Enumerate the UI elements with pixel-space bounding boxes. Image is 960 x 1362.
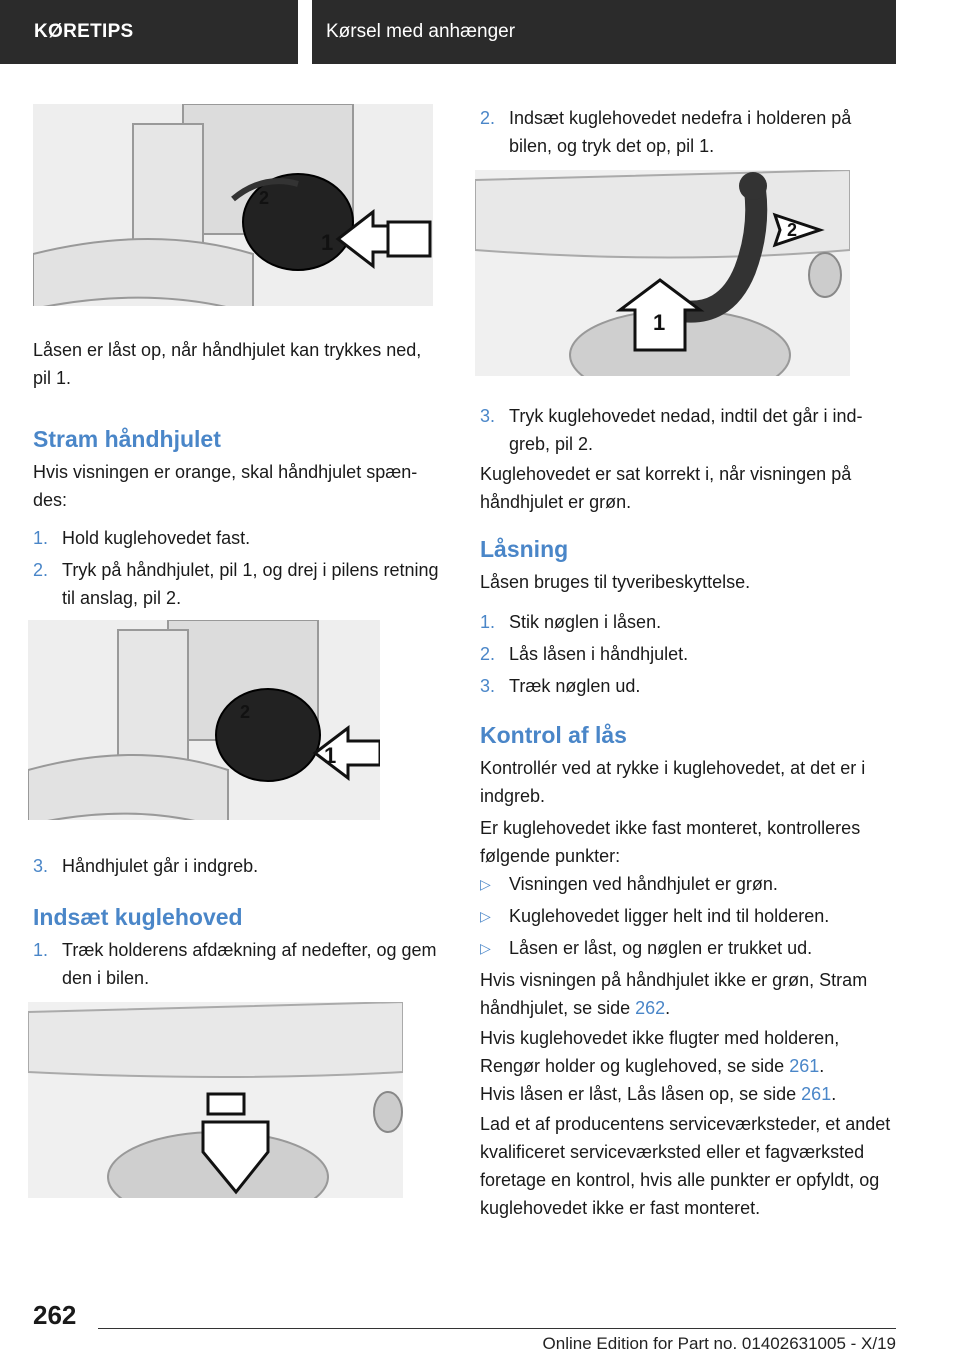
bullet-list — [480, 870, 896, 962]
heading-indsaet-kuglehoved: Indsæt kuglehoved — [33, 904, 243, 930]
section-label: KØRETIPS — [34, 21, 134, 42]
arrow-2-label: 2 — [787, 220, 798, 240]
arrow-2-label: 2 — [259, 188, 270, 208]
list-item: ▷ Kuglehovedet ligger helt ind til holderen. — [480, 902, 896, 930]
paragraph-kontrol: Kontrollér ved at rykke i kuglehovedet, at det er i indgreb. — [480, 758, 866, 806]
footer-divider — [98, 1328, 896, 1329]
figure-insert-ballhead — [475, 170, 850, 376]
paragraph-final: Lad et af producentens serviceværksteder, et andet kvalificeret serviceværksted eller et fagværksted foretage en kontrol, hvis alle punkter er opfyldt, og kuglehovedet ikke er fast monteret. — [480, 1114, 891, 1218]
arrow-1-label: 1 — [653, 310, 666, 335]
heading-stram-haandhjulet: Stram håndhjulet — [33, 426, 221, 452]
footer-edition: Online Edition for Part no. 01402631005 - X/19 — [542, 1334, 896, 1353]
triangle-bullet-icon: ▷ — [480, 876, 491, 892]
list-item: 1. Stik nøglen i låsen. — [480, 612, 662, 632]
triangle-bullet-icon: ▷ — [480, 940, 491, 956]
paragraph-korrekt: Kuglehovedet er sat korrekt i, når visningen på håndhjulet er grøn. — [480, 464, 852, 512]
paragraph-unlocked: Låsen er låst op, når håndhjulet kan trykkes ned, pil 1. — [33, 340, 422, 388]
chapter-header — [312, 0, 896, 64]
figure-handwheel-press — [28, 620, 380, 820]
page-link-262[interactable]: 262 — [635, 998, 666, 1018]
paragraph-ikke-fast: Er kuglehovedet ikke fast monteret, kontrolleres følgende punkter: — [480, 818, 861, 866]
page-link-261[interactable]: 261 — [801, 1084, 832, 1104]
paragraph-ref-262: Hvis visningen på håndhjulet ikke er grøn, Stram håndhjulet, se side 262. — [480, 970, 868, 1018]
heading-laasning: Låsning — [480, 536, 569, 562]
list-item: 1. Træk holderens afdækning af nedefter, og gem den i bilen. — [33, 940, 437, 988]
paragraph-ref-261b: Hvis låsen er låst, Lås låsen op, se side 261. — [480, 1084, 837, 1104]
list-item: 3. Tryk kuglehovedet nedad, indtil det går i indgreb, pil 2. — [480, 406, 863, 454]
list-item: ▷ Låsen er låst, og nøglen er trukket ud. — [480, 934, 896, 962]
arrow-2-label: 2 — [240, 702, 251, 722]
list-item: 3. Træk nøglen ud. — [480, 676, 641, 696]
page-link-261[interactable]: 261 — [789, 1056, 820, 1076]
list-item: 1. Hold kuglehovedet fast. — [33, 528, 251, 548]
figure-handwheel-unlocked — [33, 104, 433, 306]
list-item: 2. Lås låsen i håndhjulet. — [480, 644, 689, 664]
list-item: 2. Indsæt kuglehovedet nedefra i holderen på bilen, og tryk det op, pil 1. — [480, 108, 852, 156]
arrow-1-label: 1 — [324, 743, 337, 768]
paragraph-stram: Hvis visningen er orange, skal håndhjulet spændes: — [33, 462, 418, 510]
step-a3 — [33, 852, 443, 880]
triangle-bullet-icon: ▷ — [480, 908, 491, 924]
arrow-1-label: 1 — [321, 230, 334, 255]
step-b3 — [480, 402, 896, 458]
heading-kontrol-af-laas: Kontrol af lås — [480, 722, 627, 748]
steps-stram — [33, 524, 443, 612]
section-header — [0, 0, 298, 64]
paragraph-laasning: Låsen bruges til tyveribeskyttelse. — [480, 572, 751, 592]
steps-laasning — [480, 608, 896, 700]
page-number: 262 — [33, 1300, 77, 1330]
paragraph-ref-261a: Hvis kuglehovedet ikke flugter med holderen, Rengør holder og kuglehoved, se side 261. — [480, 1028, 840, 1076]
list-item: ▷ Visningen ved håndhjulet er grøn. — [480, 870, 896, 898]
list-item: 3. Håndhjulet går i indgreb. — [33, 856, 259, 876]
step-b1 — [33, 936, 443, 992]
chapter-title: Kørsel med anhænger — [326, 21, 516, 42]
figure-cover-removal — [28, 1002, 403, 1198]
list-item: 2. Tryk på håndhjulet, pil 1, og drej i pilens retning til anslag, pil 2. — [33, 560, 439, 608]
step-b2 — [480, 104, 896, 160]
